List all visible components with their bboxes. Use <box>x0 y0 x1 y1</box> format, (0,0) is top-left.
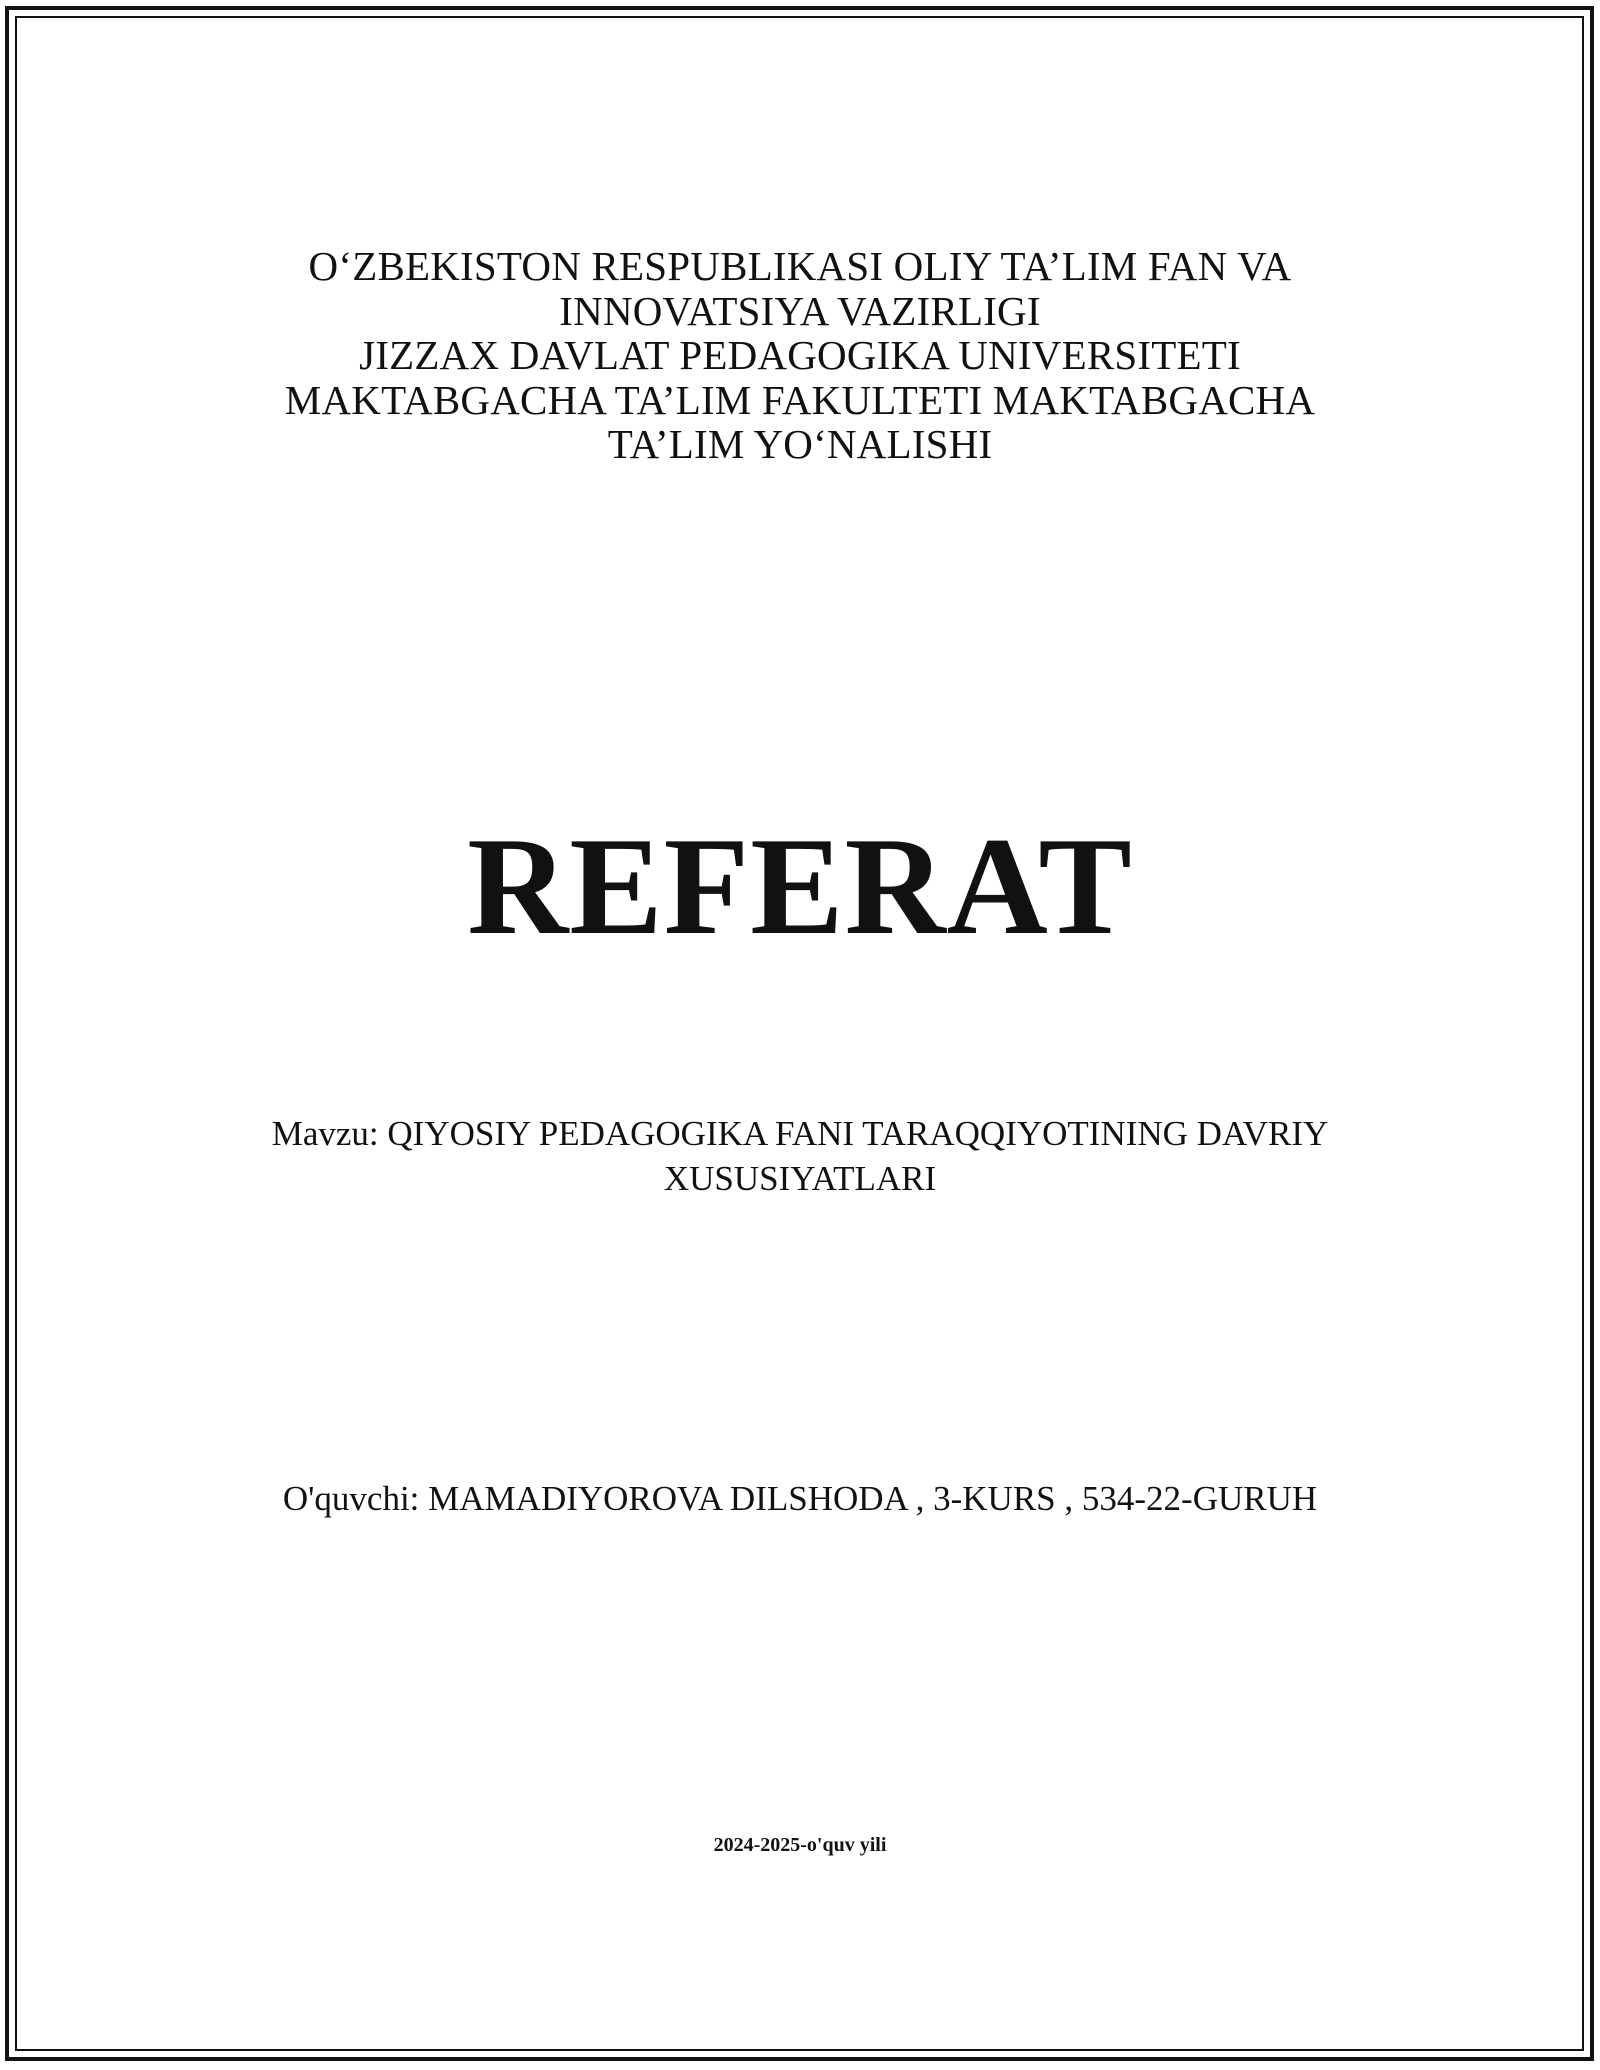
topic-line-2: XUSUSIYATLARI <box>663 1159 937 1198</box>
topic-block <box>0 1111 1600 1201</box>
student-info: O'quvchi: MAMADIYOROVA DILSHODA , 3-KURS , 534-22-GURUH <box>282 1479 1318 1518</box>
header-line-university: JIZZAX DAVLAT PEDAGOGIKA UNIVERSITETI <box>359 332 1241 378</box>
academic-year: 2024-2025-o'quv yili <box>713 1834 887 1856</box>
header-line-direction: TA’LIM YO‘NALISHI <box>607 421 993 467</box>
document-title: REFERAT <box>467 809 1133 964</box>
header-line-faculty: MAKTABGACHA TA’LIM FAKULTETI MAKTABGACHA <box>284 376 1316 423</box>
topic-line-1: Mavzu: QIYOSIY PEDAGOGIKA FANI TARAQQIYOTINING DAVRIY <box>271 1114 1329 1153</box>
institution-header <box>0 244 1600 467</box>
header-line-ministry-cont: INNOVATSIYA VAZIRLIGI <box>559 287 1041 334</box>
header-line-ministry: O‘ZBEKISTON RESPUBLIKASI OLIY TA’LIM FAN VA <box>308 243 1292 289</box>
